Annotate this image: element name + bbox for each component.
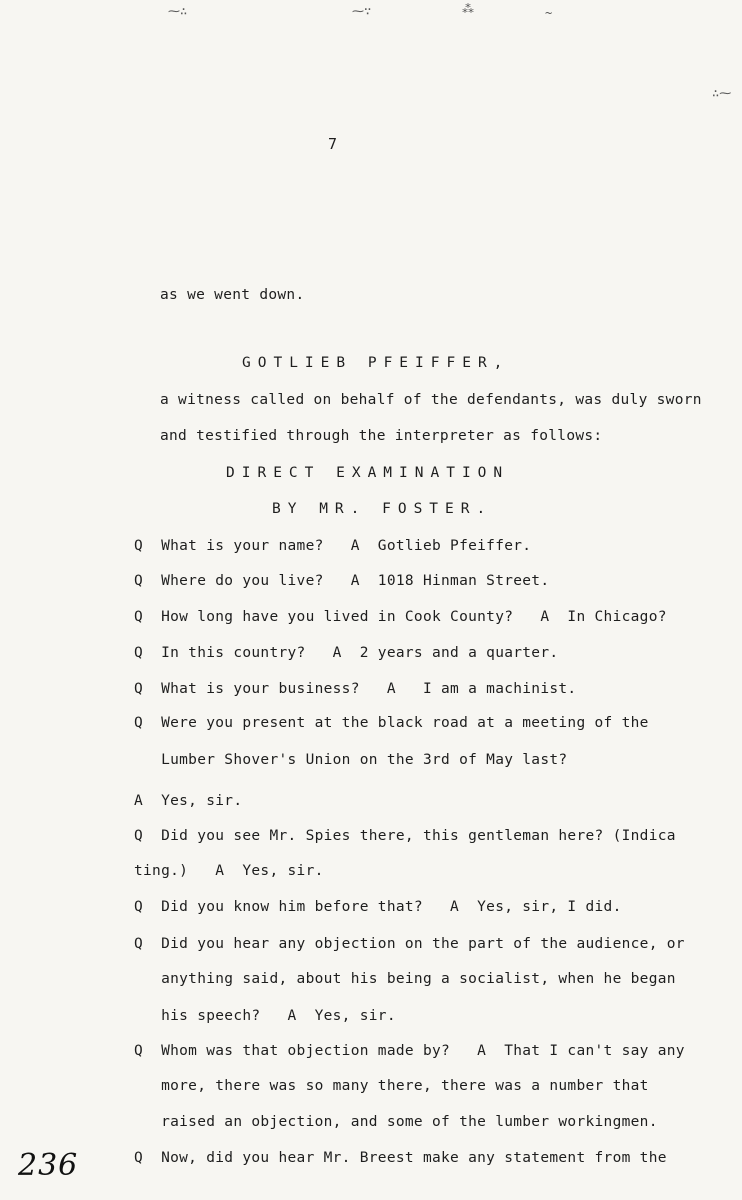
testimony-line: anything said, about his being a socialist, when he began	[134, 971, 676, 987]
speck-mark: ⁓∴	[168, 4, 188, 18]
testimony-line: Q Did you see Mr. Spies there, this gentleman here? (Indica	[134, 828, 676, 844]
intro-line: and testified through the interpreter as follows:	[160, 428, 603, 444]
intro-line: a witness called on behalf of the defendants, was duly sworn	[160, 392, 702, 408]
testimony-line: his speech? A Yes, sir.	[134, 1008, 396, 1024]
testimony-line: ting.) A Yes, sir.	[134, 863, 324, 879]
testimony-line: Q Whom was that objection made by? A That I can't say any	[134, 1043, 685, 1059]
testimony-line: Q Did you know him before that? A Yes, sir, I did.	[134, 899, 622, 915]
testimony-line: more, there was so many there, there was a number that	[134, 1078, 649, 1094]
testimony-line: Q What is your business? A I am a machinist.	[134, 681, 577, 697]
speck-mark: ~	[545, 6, 553, 20]
testimony-line: Lumber Shover's Union on the 3rd of May last?	[134, 752, 568, 768]
testimony-line: Q Were you present at the black road at a meeting of the	[134, 715, 649, 731]
testimony-line: Q What is your name? A Gotlieb Pfeiffer.	[134, 538, 532, 554]
speck-mark: ⁓∵	[352, 4, 372, 18]
testimony-line: Q Where do you live? A 1018 Hinman Street.	[134, 573, 550, 589]
testimony-line: Q Did you hear any objection on the part of the audience, or	[134, 936, 685, 952]
speck-mark: ⁂	[462, 2, 474, 16]
testimony-line: Q How long have you lived in Cook County? A In Chicago?	[134, 609, 667, 625]
testimony-line: A Yes, sir.	[134, 793, 243, 809]
handwritten-page-note: 236	[18, 1148, 79, 1183]
testimony-line: Q In this country? A 2 years and a quarter.	[134, 645, 559, 661]
speck-mark: ∴⁓	[712, 86, 732, 100]
testimony-line: raised an objection, and some of the lumber workingmen.	[134, 1114, 658, 1130]
testimony-line: Q Now, did you hear Mr. Breest make any statement from the	[134, 1150, 667, 1166]
continuation-line: as we went down.	[160, 287, 305, 303]
page-number: 7	[328, 135, 338, 153]
witness-name: GOTLIEB PFEIFFER,	[242, 355, 510, 371]
exam-by: BY MR. FOSTER.	[272, 501, 493, 517]
exam-heading: DIRECT EXAMINATION	[226, 465, 510, 481]
